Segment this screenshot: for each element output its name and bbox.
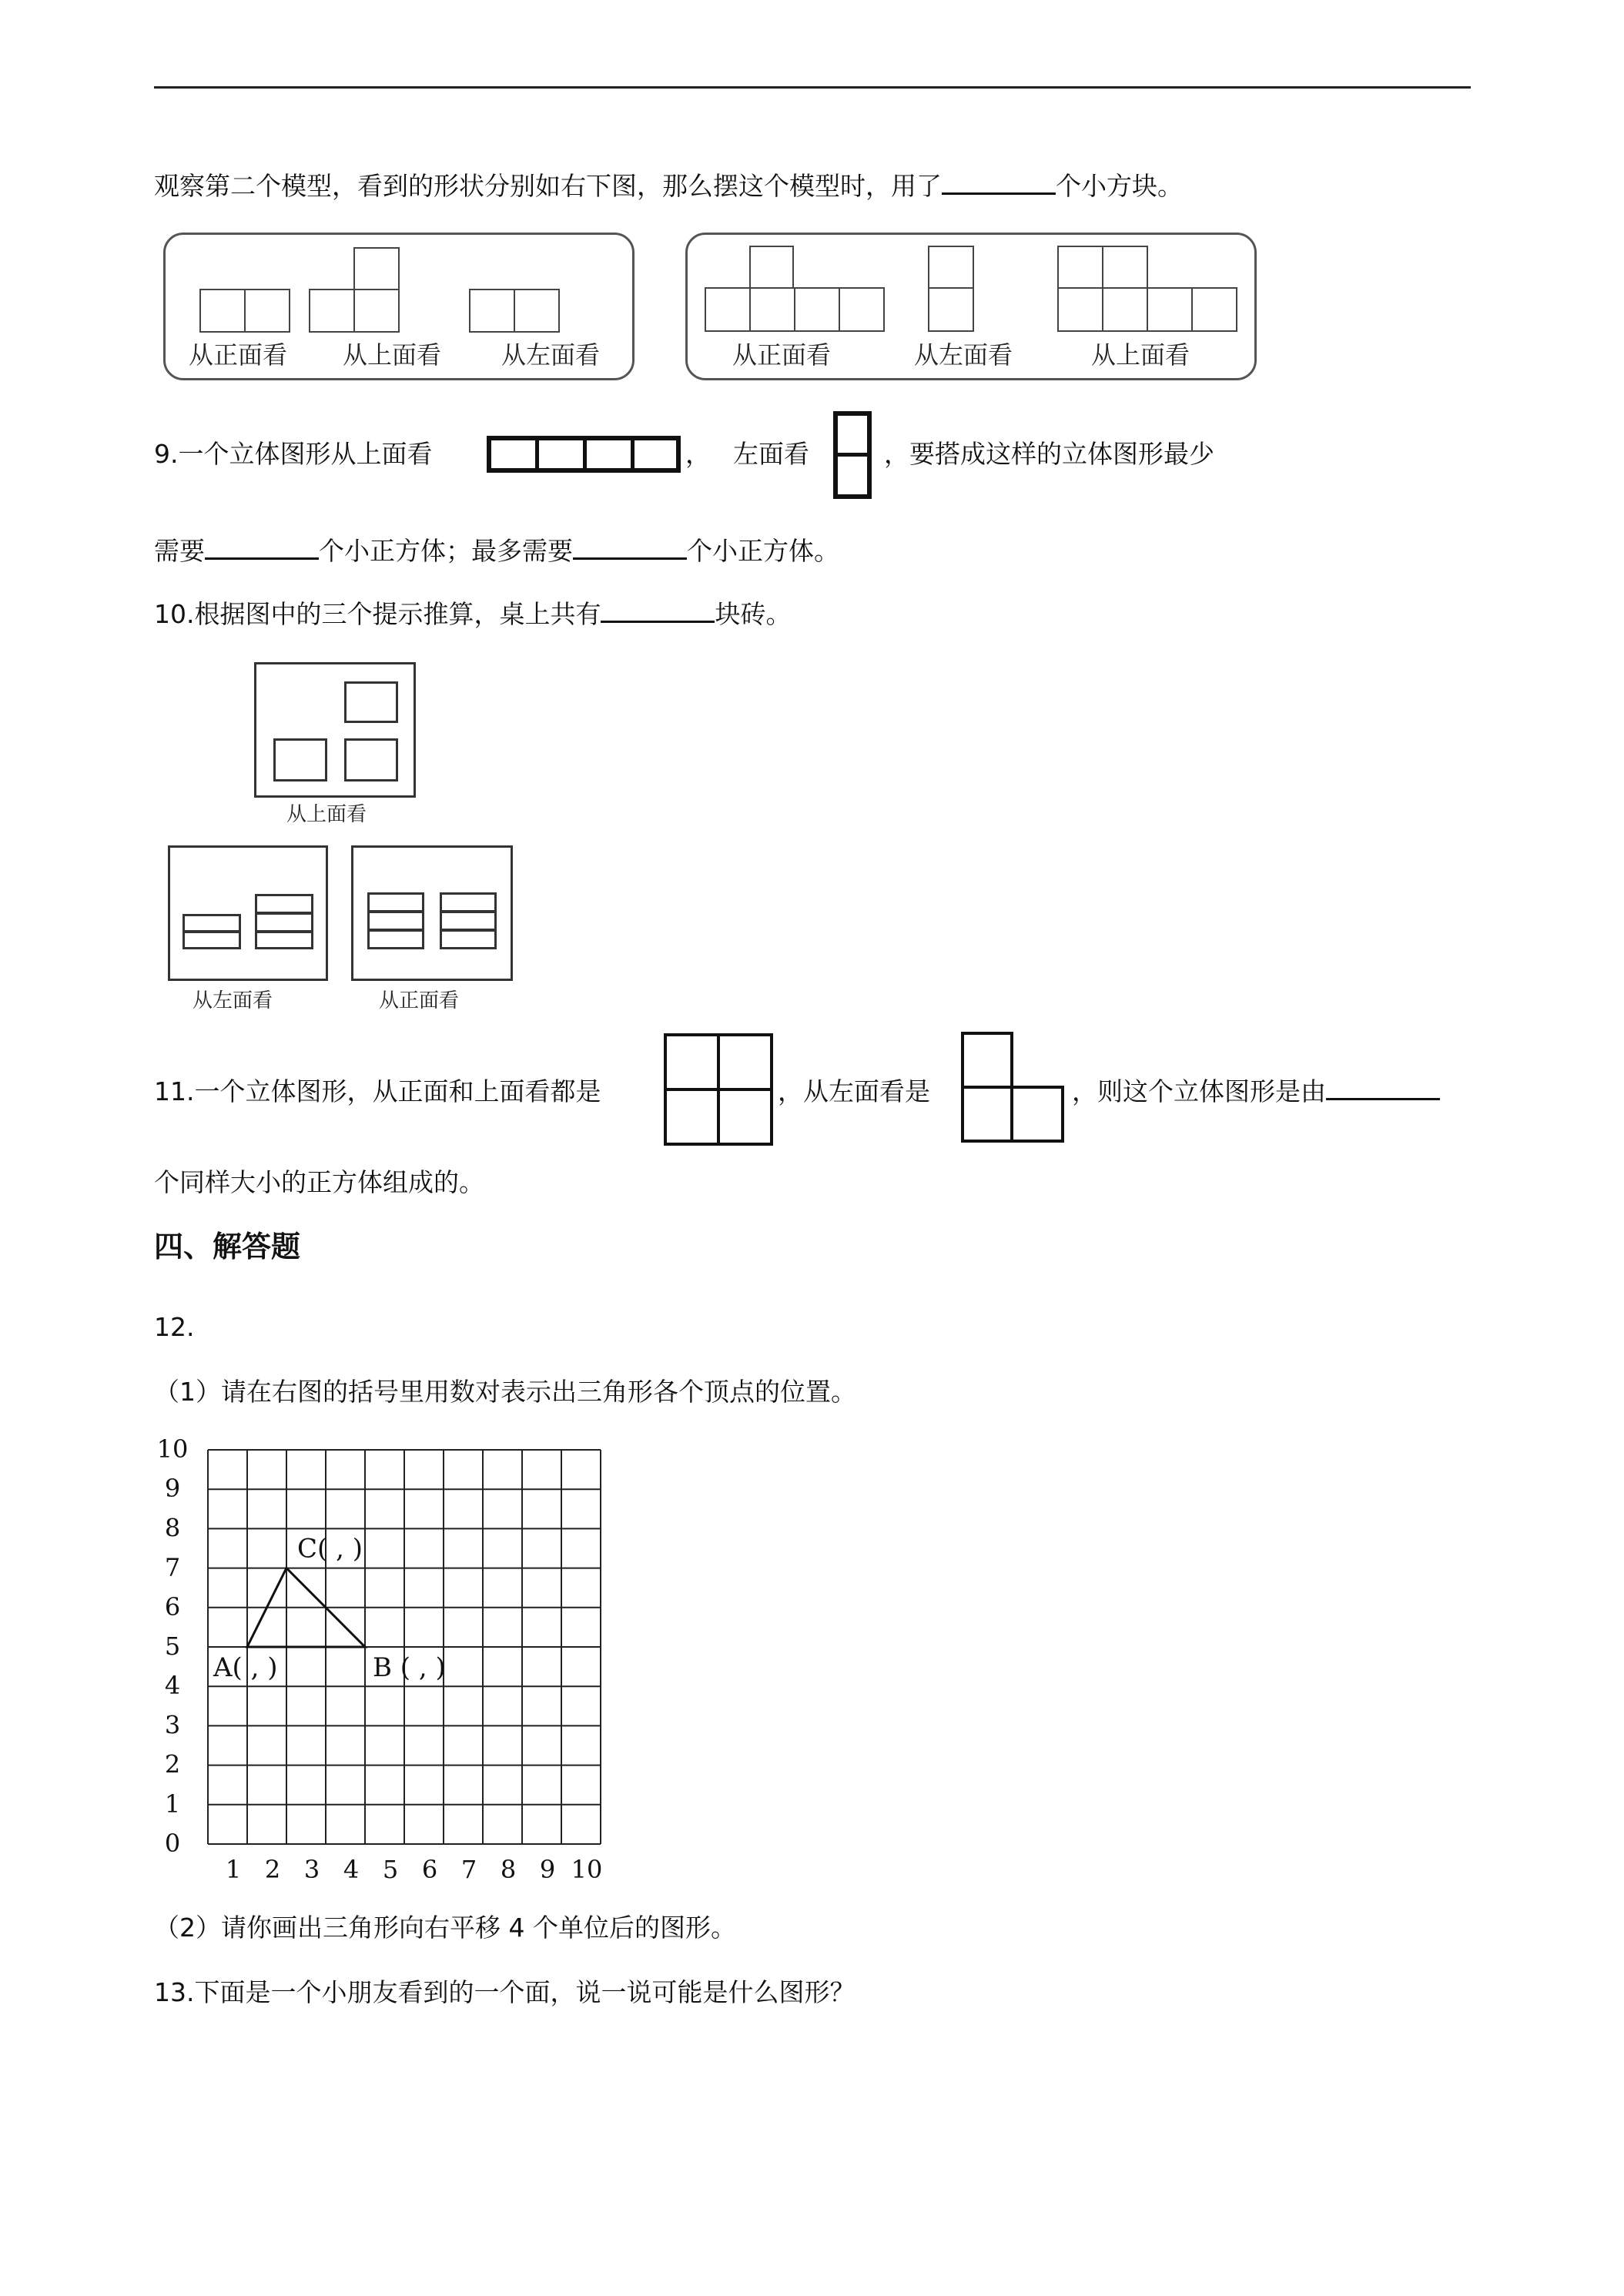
y-tick-label: 6: [164, 1591, 181, 1622]
q8-m1-label-front: 从正面看: [189, 340, 288, 370]
q11-text-line2: 个同样大小的正方体组成的。: [154, 1167, 484, 1197]
q8-m2-top-square: [1147, 287, 1193, 332]
q9-left-view-figure: [833, 411, 872, 499]
y-tick-label: 2: [164, 1749, 181, 1779]
q8-m2-left-square: [928, 246, 974, 289]
x-tick-label: 7: [460, 1855, 477, 1884]
q8-m2-front-square: [705, 287, 751, 332]
q10-top-view-frame: [254, 662, 416, 798]
y-tick-label: 7: [164, 1552, 181, 1582]
q10-answer-blank[interactable]: [601, 597, 715, 623]
y-tick-label: 4: [164, 1671, 181, 1701]
q10-front-brick: [367, 911, 424, 931]
q10-front-brick: [440, 911, 497, 931]
q8-m2-label-left: 从左面看: [914, 340, 1013, 370]
q9-min-blank[interactable]: [205, 534, 319, 560]
q8-model2-panel: [685, 233, 1257, 380]
q12-sub1: （1）请在右图的括号里用数对表示出三角形各个顶点的位置。: [154, 1377, 856, 1407]
q8-text-after: 个小方块。: [1056, 171, 1183, 201]
q10-front-brick: [367, 929, 424, 949]
q11-answer-blank[interactable]: [1326, 1075, 1440, 1100]
q9-top-view-figure: [487, 436, 681, 473]
q12-coordinate-grid: [154, 1432, 631, 1894]
q8-m2-front-square: [749, 287, 795, 332]
q13-text: 13.下面是一个小朋友看到的一个面，说一说可能是什么图形？: [154, 1977, 856, 2007]
x-tick-label: 2: [264, 1855, 281, 1884]
q10-front-brick: [440, 929, 497, 949]
y-tick-label: 0: [164, 1829, 181, 1858]
q8-m2-front-square: [839, 287, 885, 332]
q10-top-brick: [344, 738, 398, 782]
x-tick-label: 1: [225, 1855, 242, 1884]
q10-left-brick: [182, 914, 241, 932]
q8-m1-top-square: [309, 289, 355, 333]
q12-number: 12.: [154, 1312, 195, 1342]
q8-m2-label-top: 从上面看: [1091, 340, 1190, 370]
q8-m2-front-square: [749, 246, 794, 289]
q8-answer-blank[interactable]: [942, 169, 1056, 195]
q10-left-view-frame: [168, 845, 328, 981]
q8-text: [154, 169, 1183, 203]
q10-label-front: 从正面看: [379, 989, 460, 1012]
x-tick-label: 9: [539, 1855, 556, 1884]
q9-text-line2: 需要 个小正方体；最多需要 个小正方体。: [154, 536, 839, 566]
q11-front-top-figure: [664, 1033, 773, 1146]
q8-m1-left-square: [514, 289, 560, 333]
q12-sub2: （2）请你画出三角形向右平移 4 个单位后的图形。: [154, 1913, 736, 1943]
q9-left-view-text: 左面看: [733, 439, 809, 469]
y-tick-label: 8: [164, 1513, 181, 1543]
q10-left-brick: [255, 931, 313, 949]
q10-left-brick: [182, 931, 241, 949]
q8-m2-top-square: [1057, 246, 1103, 289]
q8-m2-top-square: [1191, 287, 1237, 332]
vertex-c-label: C( , ): [297, 1533, 363, 1565]
y-tick-label: 3: [164, 1710, 181, 1740]
q8-m2-label-front: 从正面看: [732, 340, 832, 370]
q8-m1-front-square: [199, 289, 246, 333]
q8-m1-front-square: [244, 289, 290, 333]
q10-front-brick: [367, 892, 424, 912]
x-tick-label: 6: [421, 1855, 438, 1884]
q9-comma: ，: [685, 439, 711, 469]
y-tick-label: 1: [164, 1789, 181, 1819]
q8-m1-label-top: 从上面看: [343, 340, 442, 370]
q8-m2-top-square: [1102, 246, 1148, 289]
q8-m2-front-square: [794, 287, 840, 332]
x-tick-label: 8: [500, 1855, 517, 1884]
q10-front-view-frame: [351, 845, 513, 981]
q10-top-brick: [273, 738, 327, 782]
vertex-b-label: B ( , ): [373, 1652, 446, 1683]
q11-left-view-figure: [961, 1032, 1013, 1141]
x-axis-labels: [226, 1855, 603, 1884]
q9-max-blank[interactable]: [573, 534, 687, 560]
q10-left-brick: [255, 894, 313, 914]
section-heading: 四、解答题: [154, 1230, 301, 1263]
q10-label-top: 从上面看: [286, 803, 367, 826]
q10-text: 10.根据图中的三个提示推算，桌上共有 块砖。: [154, 599, 792, 629]
q10-front-brick: [440, 892, 497, 912]
q11-text-part1: 11.一个立体图形，从正面和上面看都是: [154, 1076, 601, 1106]
q8-m2-top-square: [1057, 287, 1103, 332]
q8-m1-label-left: 从左面看: [501, 340, 601, 370]
q11-text-part3: ，则这个立体图形是由: [1072, 1075, 1440, 1109]
q8-m1-top-square: [353, 289, 400, 333]
q8-m2-top-square: [1102, 287, 1148, 332]
x-tick-label: 3: [303, 1855, 320, 1884]
q8-model1-panel: [163, 233, 635, 380]
header-rule: [154, 86, 1471, 89]
y-tick-label: 10: [156, 1434, 189, 1464]
q10-label-left: 从左面看: [193, 989, 273, 1012]
x-tick-label: 5: [382, 1855, 399, 1884]
q11-text-part2: ，从左面看是: [778, 1076, 930, 1106]
q8-m1-left-square: [469, 289, 515, 333]
vertex-a-label: A( , ): [213, 1652, 278, 1683]
x-tick-label: 4: [343, 1855, 360, 1884]
y-axis-labels: [157, 1434, 189, 1858]
x-tick-label: 10: [571, 1855, 603, 1884]
y-tick-label: 5: [164, 1632, 181, 1661]
q10-left-brick: [255, 912, 313, 932]
q8-m2-left-square: [928, 287, 974, 332]
y-tick-label: 9: [164, 1474, 181, 1504]
q10-top-brick: [344, 681, 398, 723]
q8-text-before: 观察第二个模型，看到的形状分别如右下图，那么摆这个模型时，用了: [154, 171, 942, 201]
q8-m1-top-square: [353, 247, 400, 290]
q9-text-line1: 9.一个立体图形从上面看: [154, 439, 433, 469]
q9-text-line1b: ，要搭成这样的立体图形最少: [884, 439, 1214, 469]
